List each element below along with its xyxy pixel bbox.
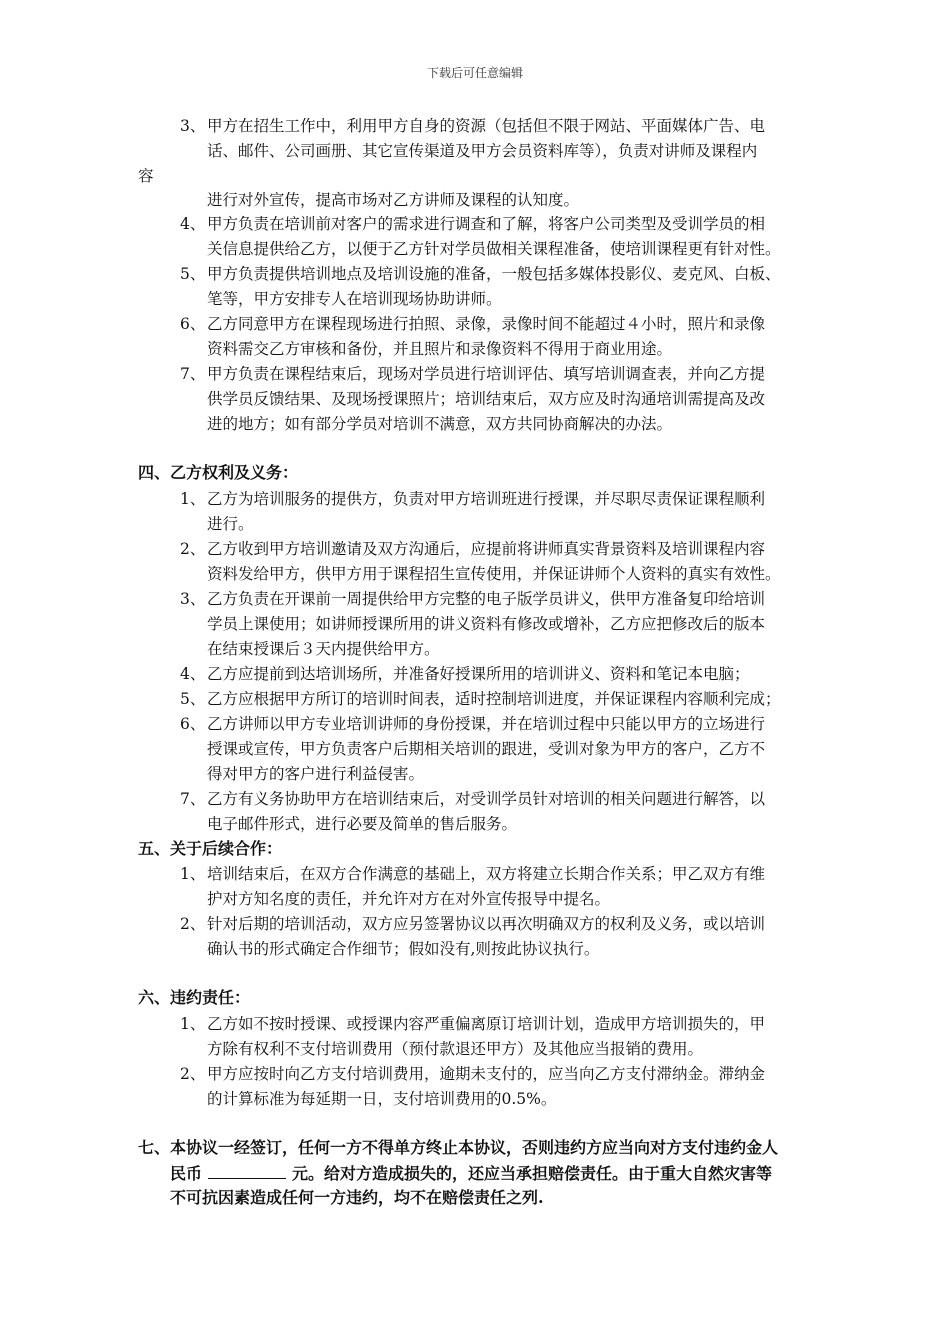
clause-seven-line [170, 1163, 772, 1184]
paragraph-line: 容 [138, 167, 154, 185]
paragraph-line: 乙方收到甲方培训邀请及双方沟通后，应提前将讲师真实背景资料及培训课程内容 [207, 540, 766, 558]
paragraph-line: 甲方负责提供培训地点及培训设施的准备，一般包括多媒体投影仪、麦克风、白板、 [207, 265, 781, 283]
page-header: 下载后可任意编辑 [426, 66, 523, 80]
currency-label: 民币 [170, 1164, 203, 1183]
clause-seven-line: 不可抗因素造成任何一方违约，均不在赔偿责任之列. [170, 1188, 544, 1207]
item-number: 4、 [180, 215, 206, 233]
clause-seven-line: 七、本协议一经签订，任何一方不得单方终止本协议，否则违约方应当向对方支付违约金人 [138, 1138, 779, 1157]
item-number: 3、 [180, 590, 206, 608]
paragraph-line: 话、邮件、公司画册、其它宣传渠道及甲方会员资料库等），负责对讲师及课程内 [207, 142, 758, 160]
paragraph-line: 的计算标准为每延期一日，支付培训费用的0.5%。 [207, 1090, 557, 1108]
item-number: 6、 [180, 315, 206, 333]
item-number: 2、 [180, 540, 206, 558]
item-number: 5、 [180, 265, 206, 283]
paragraph-line: 乙方应根据甲方所订的培训时间表，适时控制培训进度，并保证课程内容顺利完成； [207, 690, 781, 708]
paragraph-line: 乙方负责在开课前一周提供给甲方完整的电子版学员讲义，供甲方准备复印给培训 [207, 590, 766, 608]
paragraph-line: 乙方应提前到达培训场所，并准备好授课所用的培训讲义、资料和笔记本电脑； [207, 665, 750, 683]
paragraph-line: 甲方应按时向乙方支付培训费用，逾期未支付的，应当向乙方支付滞纳金。滞纳金 [207, 1065, 766, 1083]
item-number: 7、 [180, 790, 206, 808]
section-heading: 五、关于后续合作： [138, 839, 283, 858]
paragraph-line: 关信息提供给乙方，以便于乙方针对学员做相关课程准备，使培训课程更有针对性。 [207, 240, 781, 258]
paragraph-line: 供学员反馈结果、及现场授课照片；培训结束后，双方应及时沟通培训需提高及改 [207, 390, 766, 408]
paragraph-line: 甲方负责在课程结束后，现场对学员进行培训评估、填写培训调查表，并向乙方提 [207, 365, 766, 383]
paragraph-line: 培训结束后，在双方合作满意的基础上，双方将建立长期合作关系；甲乙双方有维 [207, 865, 766, 883]
paragraph-line: 电子邮件形式，进行必要及简单的售后服务。 [207, 815, 518, 833]
item-number: 1、 [180, 490, 206, 508]
paragraph-line: 乙方为培训服务的提供方，负责对甲方培训班进行授课，并尽职尽责保证课程顺利 [207, 490, 766, 508]
paragraph-line: 乙方有义务协助甲方在培训结束后，对受训学员针对培训的相关问题进行解答，以 [207, 790, 766, 808]
item-number: 4、 [180, 665, 206, 683]
section-heading: 六、违约责任： [138, 988, 251, 1007]
section-heading: 四、乙方权利及义务： [138, 463, 299, 482]
paragraph-line: 甲方负责在培训前对客户的需求进行调查和了解，将客户公司类型及受训学员的相 [207, 215, 766, 233]
paragraph-line: 乙方如不按时授课、或授课内容严重偏离原订培训计划，造成甲方培训损失的，甲 [207, 1015, 766, 1033]
paragraph-line: 笔等，甲方安排专人在培训现场协助讲师。 [207, 290, 502, 308]
paragraph-line: 资料需交乙方审核和备份，并且照片和录像资料不得用于商业用途。 [207, 340, 673, 358]
paragraph-line: 进行。 [207, 515, 254, 533]
amount-blank [208, 1163, 286, 1179]
item-number: 1、 [180, 865, 206, 883]
item-number: 6、 [180, 715, 206, 733]
paragraph-line: 在结束授课后３天内提供给甲方。 [207, 640, 440, 658]
paragraph-line: 乙方同意甲方在课程现场进行拍照、录像，录像时间不能超过４小时，照片和录像 [207, 315, 766, 333]
paragraph-line: 资料发给甲方，供甲方用于课程招生宣传使用，并保证讲师个人资料的真实有效性。 [207, 565, 781, 583]
paragraph-line: 进的地方；如有部分学员对培训不满意，双方共同协商解决的办法。 [207, 415, 673, 433]
paragraph-line: 针对后期的培训活动，双方应另签署协议以再次明确双方的权利及义务，或以培训 [207, 915, 766, 933]
item-number: 7、 [180, 365, 206, 383]
paragraph-line: 授课或宣传，甲方负责客户后期相关培训的跟进，受训对象为甲方的客户，乙方不 [207, 740, 766, 758]
clause-seven-text: 元。给对方造成损失的，还应当承担赔偿责任。由于重大自然灾害等 [292, 1164, 773, 1183]
item-number: 3、 [180, 117, 206, 135]
paragraph-line: 乙方讲师以甲方专业培训讲师的身份授课，并在培训过程中只能以甲方的立场进行 [207, 715, 766, 733]
item-number: 5、 [180, 690, 206, 708]
paragraph-line: 甲方在招生工作中，利用甲方自身的资源（包括但不限于网站、平面媒体广告、电 [207, 117, 766, 135]
item-number: 2、 [180, 1065, 206, 1083]
paragraph-line: 方除有权利不支付培训费用（预付款退还甲方）及其他应当报销的费用。 [207, 1040, 704, 1058]
paragraph-line: 护对方知名度的责任，并允许对方在对外宣传报导中提名。 [207, 890, 611, 908]
item-number: 1、 [180, 1015, 206, 1033]
item-number: 2、 [180, 915, 206, 933]
paragraph-line: 确认书的形式确定合作细节；假如没有,则按此协议执行。 [207, 940, 600, 958]
paragraph-line: 进行对外宣传，提高市场对乙方讲师及课程的认知度。 [207, 191, 580, 209]
paragraph-line: 学员上课使用；如讲师授课所用的讲义资料有修改或增补，乙方应把修改后的版本 [207, 615, 766, 633]
paragraph-line: 得对甲方的客户进行利益侵害。 [207, 765, 425, 783]
